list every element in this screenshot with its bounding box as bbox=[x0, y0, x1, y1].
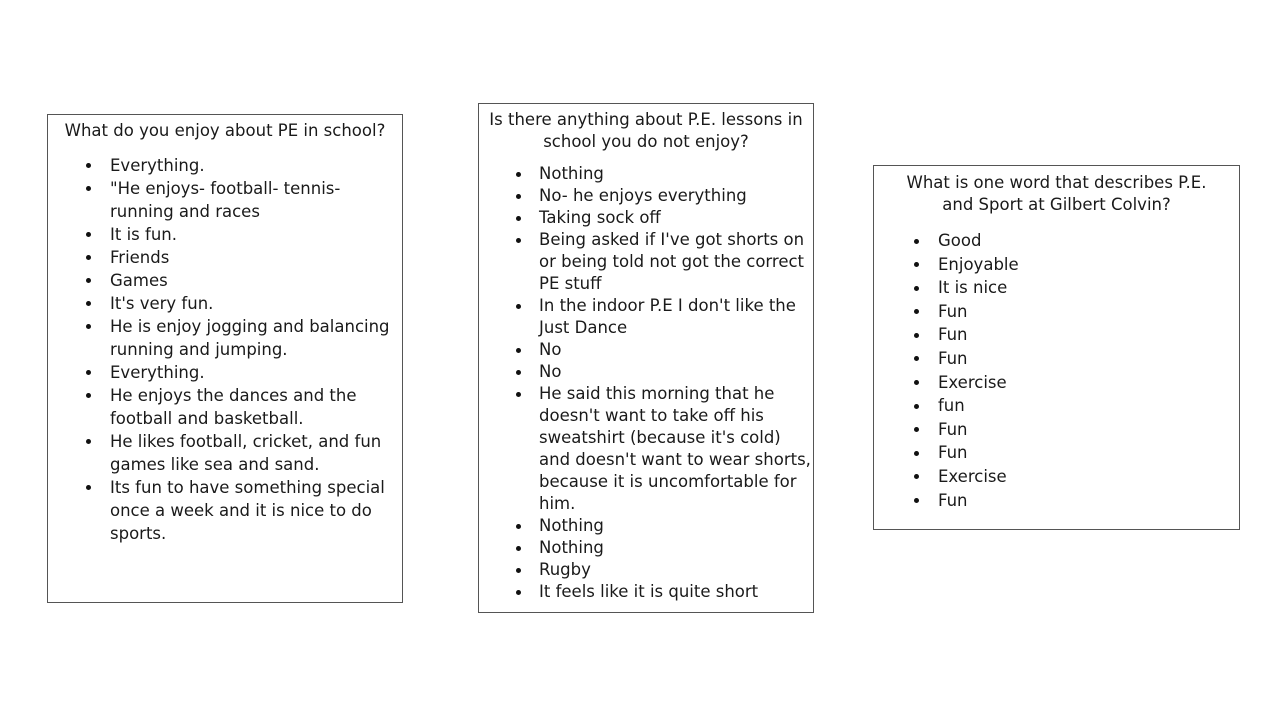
list-item: No bbox=[479, 339, 813, 361]
not-enjoy-pe-list bbox=[479, 163, 813, 603]
list-item: Exercise bbox=[874, 371, 1239, 395]
list-item: He enjoys the dances and the football and basketball. bbox=[48, 384, 402, 430]
list-item: fun bbox=[874, 394, 1239, 418]
list-item: Fun bbox=[874, 300, 1239, 324]
list-item: Fun bbox=[874, 418, 1239, 442]
list-item: No bbox=[479, 361, 813, 383]
list-item: Fun bbox=[874, 347, 1239, 371]
list-item: Fun bbox=[874, 323, 1239, 347]
list-item: Nothing bbox=[479, 163, 813, 185]
list-item: It's very fun. bbox=[48, 292, 402, 315]
list-item: "He enjoys- football- tennis- running and races bbox=[48, 177, 402, 223]
list-item: He is enjoy jogging and balancing running and jumping. bbox=[48, 315, 402, 361]
enjoy-pe-list bbox=[48, 154, 402, 545]
list-item: No- he enjoys everything bbox=[479, 185, 813, 207]
list-item: Its fun to have something special once a week and it is nice to do sports. bbox=[48, 476, 402, 545]
list-item: In the indoor P.E I don't like the Just Dance bbox=[479, 295, 813, 339]
list-item: Nothing bbox=[479, 515, 813, 537]
list-item: Fun bbox=[874, 489, 1239, 513]
enjoy-pe-title: What do you enjoy about PE in school? bbox=[64, 121, 386, 140]
list-item: Good bbox=[874, 229, 1239, 253]
one-word-list bbox=[874, 229, 1239, 512]
list-item: Exercise bbox=[874, 465, 1239, 489]
list-item: Taking sock off bbox=[479, 207, 813, 229]
list-item: Friends bbox=[48, 246, 402, 269]
list-item: He likes football, cricket, and fun games like sea and sand. bbox=[48, 430, 402, 476]
not-enjoy-pe-box bbox=[478, 103, 814, 613]
list-item: Nothing bbox=[479, 537, 813, 559]
list-item: It feels like it is quite short bbox=[479, 581, 813, 603]
list-item: It is nice bbox=[874, 276, 1239, 300]
not-enjoy-pe-title: Is there anything about P.E. lessons in school you do not enjoy? bbox=[489, 110, 803, 151]
list-item: Everything. bbox=[48, 361, 402, 384]
list-item: It is fun. bbox=[48, 223, 402, 246]
enjoy-pe-box bbox=[47, 114, 403, 603]
one-word-title: What is one word that describes P.E. and Sport at Gilbert Colvin? bbox=[906, 173, 1207, 214]
list-item: Everything. bbox=[48, 154, 402, 177]
list-item: Enjoyable bbox=[874, 253, 1239, 277]
list-item: Rugby bbox=[479, 559, 813, 581]
one-word-box bbox=[873, 165, 1240, 530]
list-item: Games bbox=[48, 269, 402, 292]
list-item: He said this morning that he doesn't want to take off his sweatshirt (because it's cold) and doesn't want to wear shorts, because it is uncomfortable for him. bbox=[479, 383, 813, 515]
list-item: Being asked if I've got shorts on or being told not got the correct PE stuff bbox=[479, 229, 813, 295]
list-item: Fun bbox=[874, 441, 1239, 465]
